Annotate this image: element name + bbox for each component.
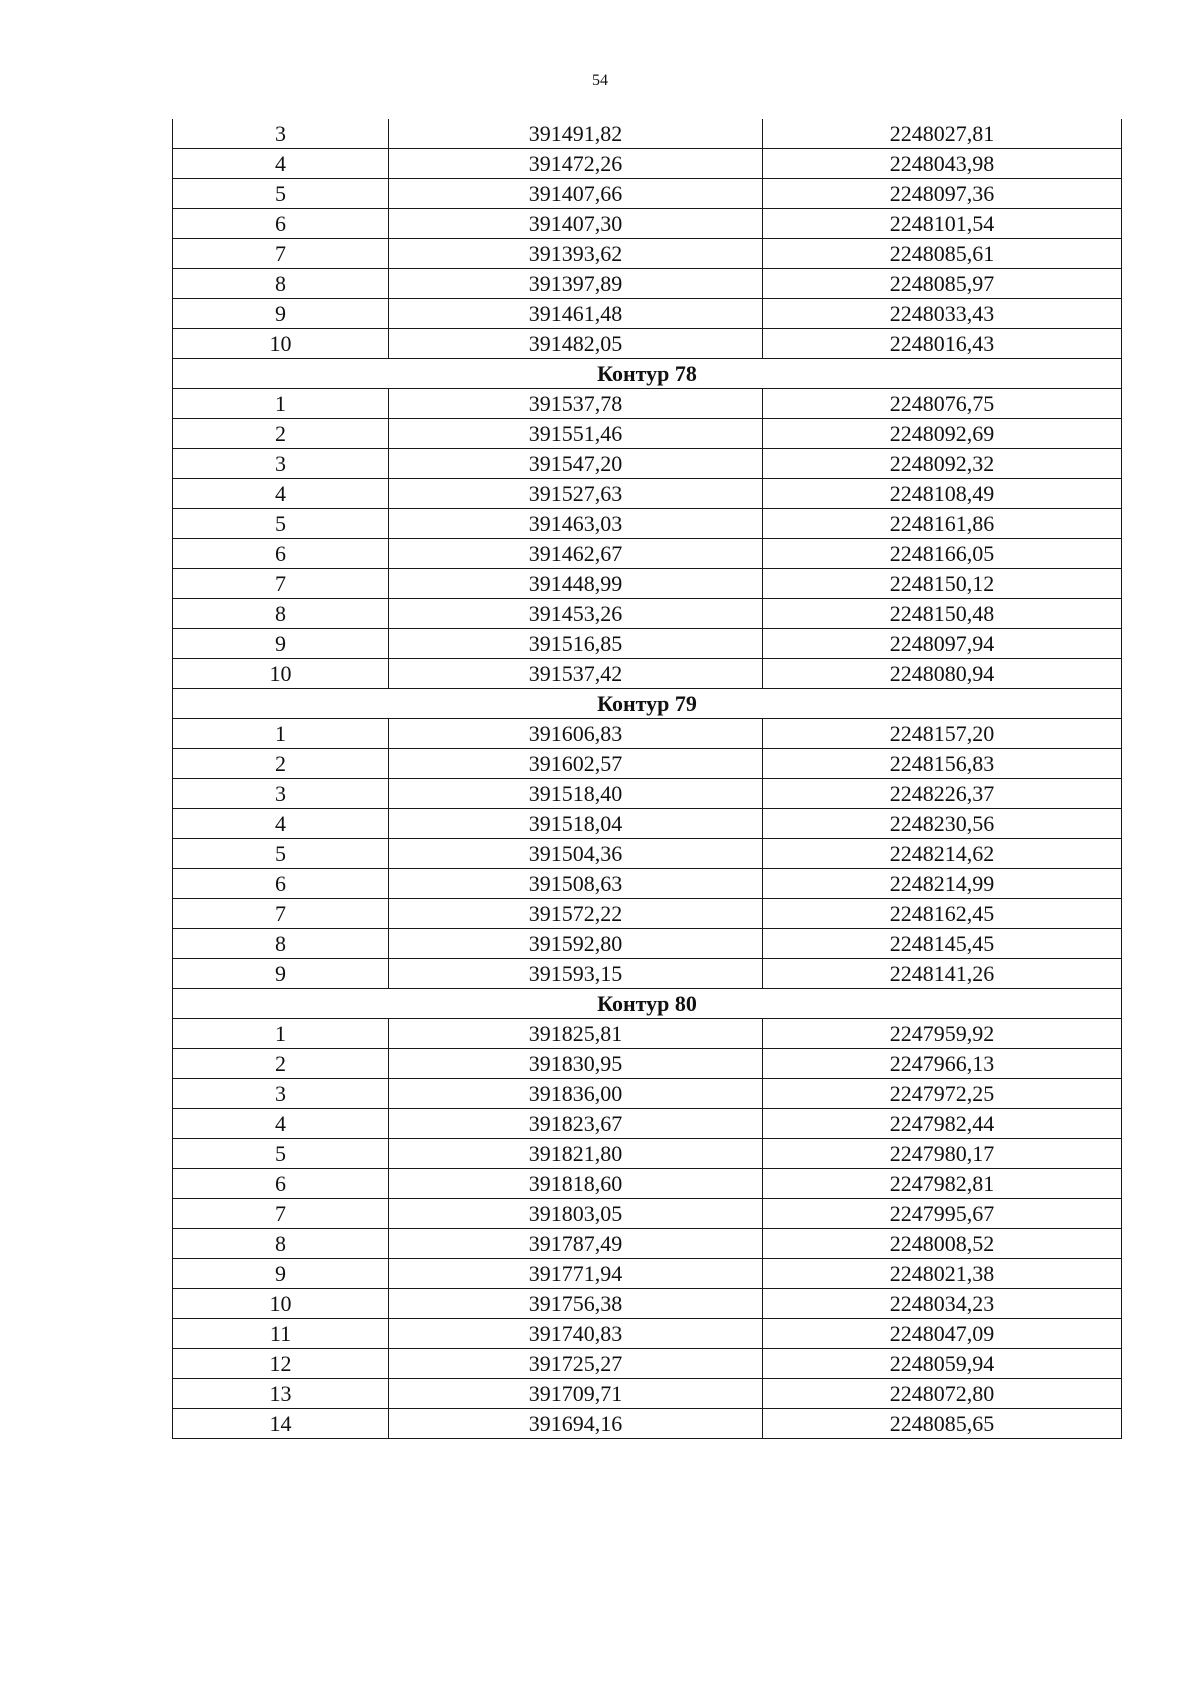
table-row [173,449,1122,479]
y-coordinate-cell: 2248150,12 [763,569,1122,599]
x-coordinate-cell: 391803,05 [389,1199,763,1229]
x-coordinate-cell: 391818,60 [389,1169,763,1199]
x-coordinate-cell: 391725,27 [389,1349,763,1379]
y-coordinate-cell: 2248047,09 [763,1319,1122,1349]
x-coordinate-cell: 391407,66 [389,179,763,209]
x-coordinate-cell: 391463,03 [389,509,763,539]
y-coordinate-cell: 2248092,69 [763,419,1122,449]
point-number-cell: 5 [173,179,389,209]
point-number-cell: 9 [173,1259,389,1289]
x-coordinate-cell: 391572,22 [389,899,763,929]
table-row [173,1109,1122,1139]
x-coordinate-cell: 391740,83 [389,1319,763,1349]
point-number-cell: 4 [173,149,389,179]
x-coordinate-cell: 391537,78 [389,389,763,419]
point-number-cell: 5 [173,839,389,869]
x-coordinate-cell: 391756,38 [389,1289,763,1319]
y-coordinate-cell: 2248085,65 [763,1409,1122,1439]
point-number-cell: 5 [173,509,389,539]
table-row [173,269,1122,299]
point-number-cell: 12 [173,1349,389,1379]
point-number-cell: 6 [173,869,389,899]
point-number-cell: 4 [173,809,389,839]
page-number: 54 [592,72,608,89]
y-coordinate-cell: 2248145,45 [763,929,1122,959]
x-coordinate-cell: 391491,82 [389,119,763,149]
y-coordinate-cell: 2248161,86 [763,509,1122,539]
table-row [173,1259,1122,1289]
y-coordinate-cell: 2248226,37 [763,779,1122,809]
table-row [173,1229,1122,1259]
point-number-cell: 9 [173,629,389,659]
table-row [173,389,1122,419]
point-number-cell: 2 [173,749,389,779]
table-row [173,1409,1122,1439]
x-coordinate-cell: 391448,99 [389,569,763,599]
x-coordinate-cell: 391606,83 [389,719,763,749]
y-coordinate-cell: 2248085,61 [763,239,1122,269]
y-coordinate-cell: 2248157,20 [763,719,1122,749]
y-coordinate-cell: 2248162,45 [763,899,1122,929]
x-coordinate-cell: 391551,46 [389,419,763,449]
table-row [173,539,1122,569]
x-coordinate-cell: 391461,48 [389,299,763,329]
point-number-cell: 4 [173,479,389,509]
x-coordinate-cell: 391593,15 [389,959,763,989]
x-coordinate-cell: 391472,26 [389,149,763,179]
point-number-cell: 1 [173,389,389,419]
y-coordinate-cell: 2248085,97 [763,269,1122,299]
table-row [173,119,1122,149]
table-row [173,1349,1122,1379]
x-coordinate-cell: 391508,63 [389,869,763,899]
point-number-cell: 5 [173,1139,389,1169]
table-row [173,149,1122,179]
coordinates-table [172,119,1122,1439]
x-coordinate-cell: 391771,94 [389,1259,763,1289]
y-coordinate-cell: 2247966,13 [763,1049,1122,1079]
point-number-cell: 3 [173,779,389,809]
contour-title: Контур 80 [173,989,1122,1019]
y-coordinate-cell: 2248072,80 [763,1379,1122,1409]
y-coordinate-cell: 2248016,43 [763,329,1122,359]
y-coordinate-cell: 2248033,43 [763,299,1122,329]
table-row [173,209,1122,239]
point-number-cell: 4 [173,1109,389,1139]
table-row [173,1019,1122,1049]
table-row [173,899,1122,929]
x-coordinate-cell: 391407,30 [389,209,763,239]
table-row [173,179,1122,209]
y-coordinate-cell: 2248230,56 [763,809,1122,839]
table-row [173,1199,1122,1229]
y-coordinate-cell: 2248097,36 [763,179,1122,209]
x-coordinate-cell: 391397,89 [389,269,763,299]
point-number-cell: 8 [173,1229,389,1259]
contour-title: Контур 79 [173,689,1122,719]
x-coordinate-cell: 391836,00 [389,1079,763,1109]
contour-header-row [173,989,1122,1019]
point-number-cell: 9 [173,299,389,329]
y-coordinate-cell: 2247982,44 [763,1109,1122,1139]
table-row [173,329,1122,359]
contour-header-row [173,359,1122,389]
y-coordinate-cell: 2248150,48 [763,599,1122,629]
table-row [173,1049,1122,1079]
table-row [173,569,1122,599]
point-number-cell: 8 [173,269,389,299]
table-row [173,1289,1122,1319]
point-number-cell: 7 [173,569,389,599]
table-row [173,779,1122,809]
y-coordinate-cell: 2248214,99 [763,869,1122,899]
x-coordinate-cell: 391823,67 [389,1109,763,1139]
x-coordinate-cell: 391518,04 [389,809,763,839]
table-row [173,1379,1122,1409]
x-coordinate-cell: 391830,95 [389,1049,763,1079]
x-coordinate-cell: 391547,20 [389,449,763,479]
table-row [173,419,1122,449]
point-number-cell: 6 [173,1169,389,1199]
x-coordinate-cell: 391694,16 [389,1409,763,1439]
point-number-cell: 7 [173,899,389,929]
point-number-cell: 6 [173,539,389,569]
y-coordinate-cell: 2248027,81 [763,119,1122,149]
point-number-cell: 2 [173,1049,389,1079]
x-coordinate-cell: 391709,71 [389,1379,763,1409]
point-number-cell: 9 [173,959,389,989]
y-coordinate-cell: 2248043,98 [763,149,1122,179]
point-number-cell: 11 [173,1319,389,1349]
y-coordinate-cell: 2248097,94 [763,629,1122,659]
point-number-cell: 10 [173,329,389,359]
table-row [173,719,1122,749]
table-row [173,599,1122,629]
point-number-cell: 1 [173,719,389,749]
y-coordinate-cell: 2248080,94 [763,659,1122,689]
y-coordinate-cell: 2248101,54 [763,209,1122,239]
table-row [173,749,1122,779]
point-number-cell: 1 [173,1019,389,1049]
x-coordinate-cell: 391787,49 [389,1229,763,1259]
point-number-cell: 3 [173,1079,389,1109]
point-number-cell: 3 [173,449,389,479]
x-coordinate-cell: 391393,62 [389,239,763,269]
table-row [173,809,1122,839]
y-coordinate-cell: 2247959,92 [763,1019,1122,1049]
y-coordinate-cell: 2248034,23 [763,1289,1122,1319]
point-number-cell: 10 [173,1289,389,1319]
point-number-cell: 3 [173,119,389,149]
x-coordinate-cell: 391592,80 [389,929,763,959]
y-coordinate-cell: 2248166,05 [763,539,1122,569]
table-row [173,959,1122,989]
y-coordinate-cell: 2248108,49 [763,479,1122,509]
x-coordinate-cell: 391516,85 [389,629,763,659]
table-row [173,1319,1122,1349]
point-number-cell: 7 [173,239,389,269]
y-coordinate-cell: 2247980,17 [763,1139,1122,1169]
x-coordinate-cell: 391482,05 [389,329,763,359]
table-row [173,869,1122,899]
contour-title: Контур 78 [173,359,1122,389]
point-number-cell: 7 [173,1199,389,1229]
point-number-cell: 2 [173,419,389,449]
point-number-cell: 14 [173,1409,389,1439]
y-coordinate-cell: 2247972,25 [763,1079,1122,1109]
y-coordinate-cell: 2248214,62 [763,839,1122,869]
y-coordinate-cell: 2248076,75 [763,389,1122,419]
table-row [173,479,1122,509]
x-coordinate-cell: 391527,63 [389,479,763,509]
y-coordinate-cell: 2248092,32 [763,449,1122,479]
x-coordinate-cell: 391504,36 [389,839,763,869]
y-coordinate-cell: 2248156,83 [763,749,1122,779]
y-coordinate-cell: 2247982,81 [763,1169,1122,1199]
y-coordinate-cell: 2248008,52 [763,1229,1122,1259]
x-coordinate-cell: 391821,80 [389,1139,763,1169]
point-number-cell: 6 [173,209,389,239]
table-row [173,509,1122,539]
point-number-cell: 8 [173,599,389,629]
y-coordinate-cell: 2248059,94 [763,1349,1122,1379]
y-coordinate-cell: 2247995,67 [763,1199,1122,1229]
y-coordinate-cell: 2248021,38 [763,1259,1122,1289]
x-coordinate-cell: 391462,67 [389,539,763,569]
coordinates-table-body [173,119,1122,1439]
table-row [173,929,1122,959]
table-row [173,629,1122,659]
table-row [173,299,1122,329]
x-coordinate-cell: 391518,40 [389,779,763,809]
x-coordinate-cell: 391453,26 [389,599,763,629]
table-row [173,1139,1122,1169]
table-row [173,659,1122,689]
contour-header-row [173,689,1122,719]
y-coordinate-cell: 2248141,26 [763,959,1122,989]
table-row [173,839,1122,869]
x-coordinate-cell: 391825,81 [389,1019,763,1049]
table-row [173,1169,1122,1199]
point-number-cell: 13 [173,1379,389,1409]
table-row [173,239,1122,269]
point-number-cell: 8 [173,929,389,959]
x-coordinate-cell: 391602,57 [389,749,763,779]
x-coordinate-cell: 391537,42 [389,659,763,689]
point-number-cell: 10 [173,659,389,689]
table-row [173,1079,1122,1109]
